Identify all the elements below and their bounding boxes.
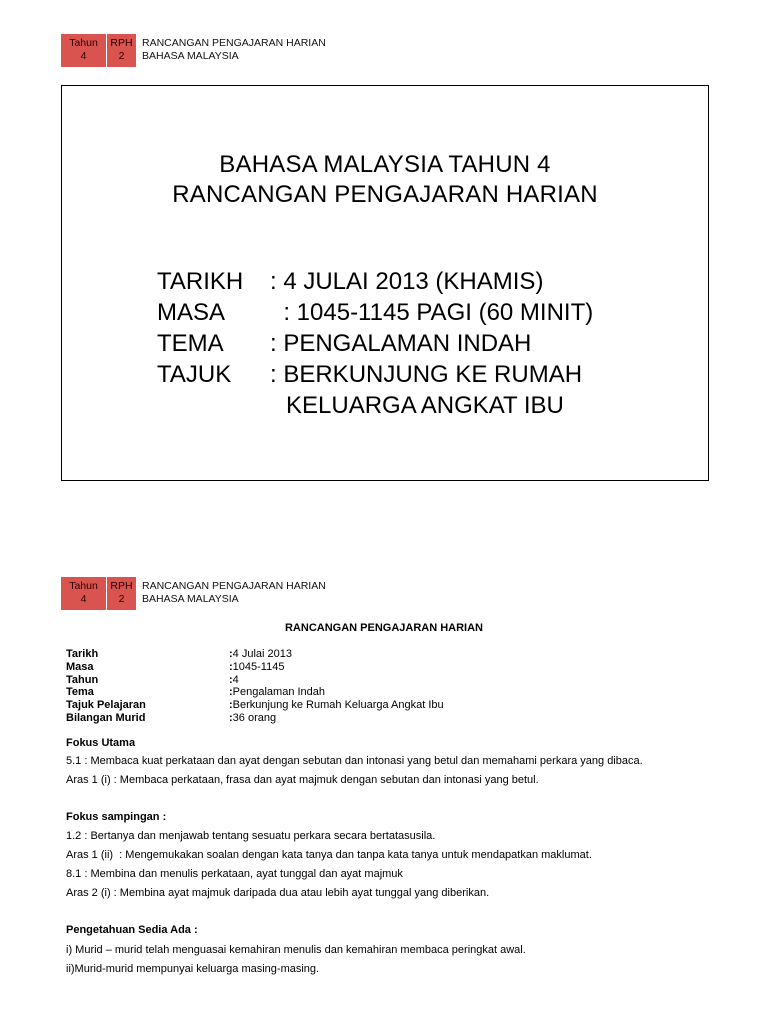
fokus-utama-heading: Fokus Utama bbox=[66, 737, 136, 749]
header-text: RANCANGAN PENGAJARAN HARIAN BAHASA MALAYSIA bbox=[142, 37, 326, 62]
info-row: Tarikh : 4 Julai 2013 bbox=[66, 648, 292, 660]
cover-box bbox=[61, 85, 709, 481]
info-row: Tajuk Pelajaran : Berkunjung ke Rumah Keluarga Angkat Ibu bbox=[66, 699, 444, 712]
cover-info bbox=[157, 266, 593, 421]
fokus-sampingan-heading: Fokus sampingan : bbox=[66, 811, 167, 823]
header-text: RANCANGAN PENGAJARAN HARIAN BAHASA MALAYSIA bbox=[142, 580, 326, 605]
fokus-utama-line: Aras 1 (i) : Membaca perkataan, frasa dan ayat majmuk dengan sebutan dan intonasi yang betul. bbox=[66, 774, 539, 786]
info-row: Masa : 1045-1145 bbox=[66, 660, 285, 673]
fokus-sampingan-line: Aras 2 (i) : Membina ayat majmuk daripada dua atau lebih ayat tunggal yang diberikan. bbox=[66, 887, 490, 899]
fokus-sampingan-line: Aras 1 (ii) : Mengemukakan soalan dengan kata tanya dan tanpa kata tanya untuk mendapatkan maklumat. bbox=[66, 849, 592, 861]
cover-row-tajuk-continuation: KELUARGA ANGKAT IBU bbox=[286, 392, 564, 419]
cover-row-tajuk: TAJUK : BERKUNJUNG KE RUMAH bbox=[157, 361, 583, 388]
rph-badge: RPH 2 bbox=[107, 577, 136, 610]
cover-title: BAHASA MALAYSIA TAHUN 4 RANCANGAN PENGAJARAN HARIAN bbox=[172, 151, 598, 208]
cover-row-tarikh: TARIKH : 4 JULAI 2013 (KHAMIS) bbox=[157, 268, 544, 295]
fokus-sampingan-line: 8.1 : Membina dan menulis perkataan, ayat tunggal dan ayat majmuk bbox=[66, 868, 403, 880]
fokus-utama-line: 5.1 : Membaca kuat perkataan dan ayat dengan sebutan dan intonasi yang betul dan memahami perkara yang dibaca. bbox=[66, 755, 643, 767]
info-row: Tahun : 4 bbox=[66, 673, 239, 686]
lesson-info bbox=[66, 648, 444, 725]
pengetahuan-line: i) Murid – murid telah menguasai kemahiran menulis dan kemahiran membaca peringkat awal. bbox=[66, 944, 526, 956]
page-header-1 bbox=[61, 34, 326, 67]
cover-row-tema: TEMA : PENGALAMAN INDAH bbox=[157, 330, 532, 357]
tahun-badge: Tahun 4 bbox=[61, 577, 107, 610]
info-row: Tema : Pengalaman Indah bbox=[66, 686, 326, 699]
pengetahuan-line: ii)Murid-murid mempunyai keluarga masing-masing. bbox=[66, 963, 320, 975]
fokus-sampingan-line: 1.2 : Bertanya dan menjawab tentang sesuatu perkara secara bertatasusila. bbox=[66, 830, 436, 842]
doc-title: RANCANGAN PENGAJARAN HARIAN bbox=[284, 622, 483, 634]
pengetahuan-heading: Pengetahuan Sedia Ada : bbox=[66, 924, 198, 936]
rph-badge: RPH 2 bbox=[107, 34, 136, 67]
info-row: Bilangan Murid : 36 orang bbox=[66, 711, 277, 724]
cover-row-masa: MASA : 1045-1145 PAGI (60 MINIT) bbox=[157, 299, 594, 326]
page-header-2 bbox=[61, 577, 326, 610]
tahun-badge: Tahun 4 bbox=[61, 34, 107, 67]
